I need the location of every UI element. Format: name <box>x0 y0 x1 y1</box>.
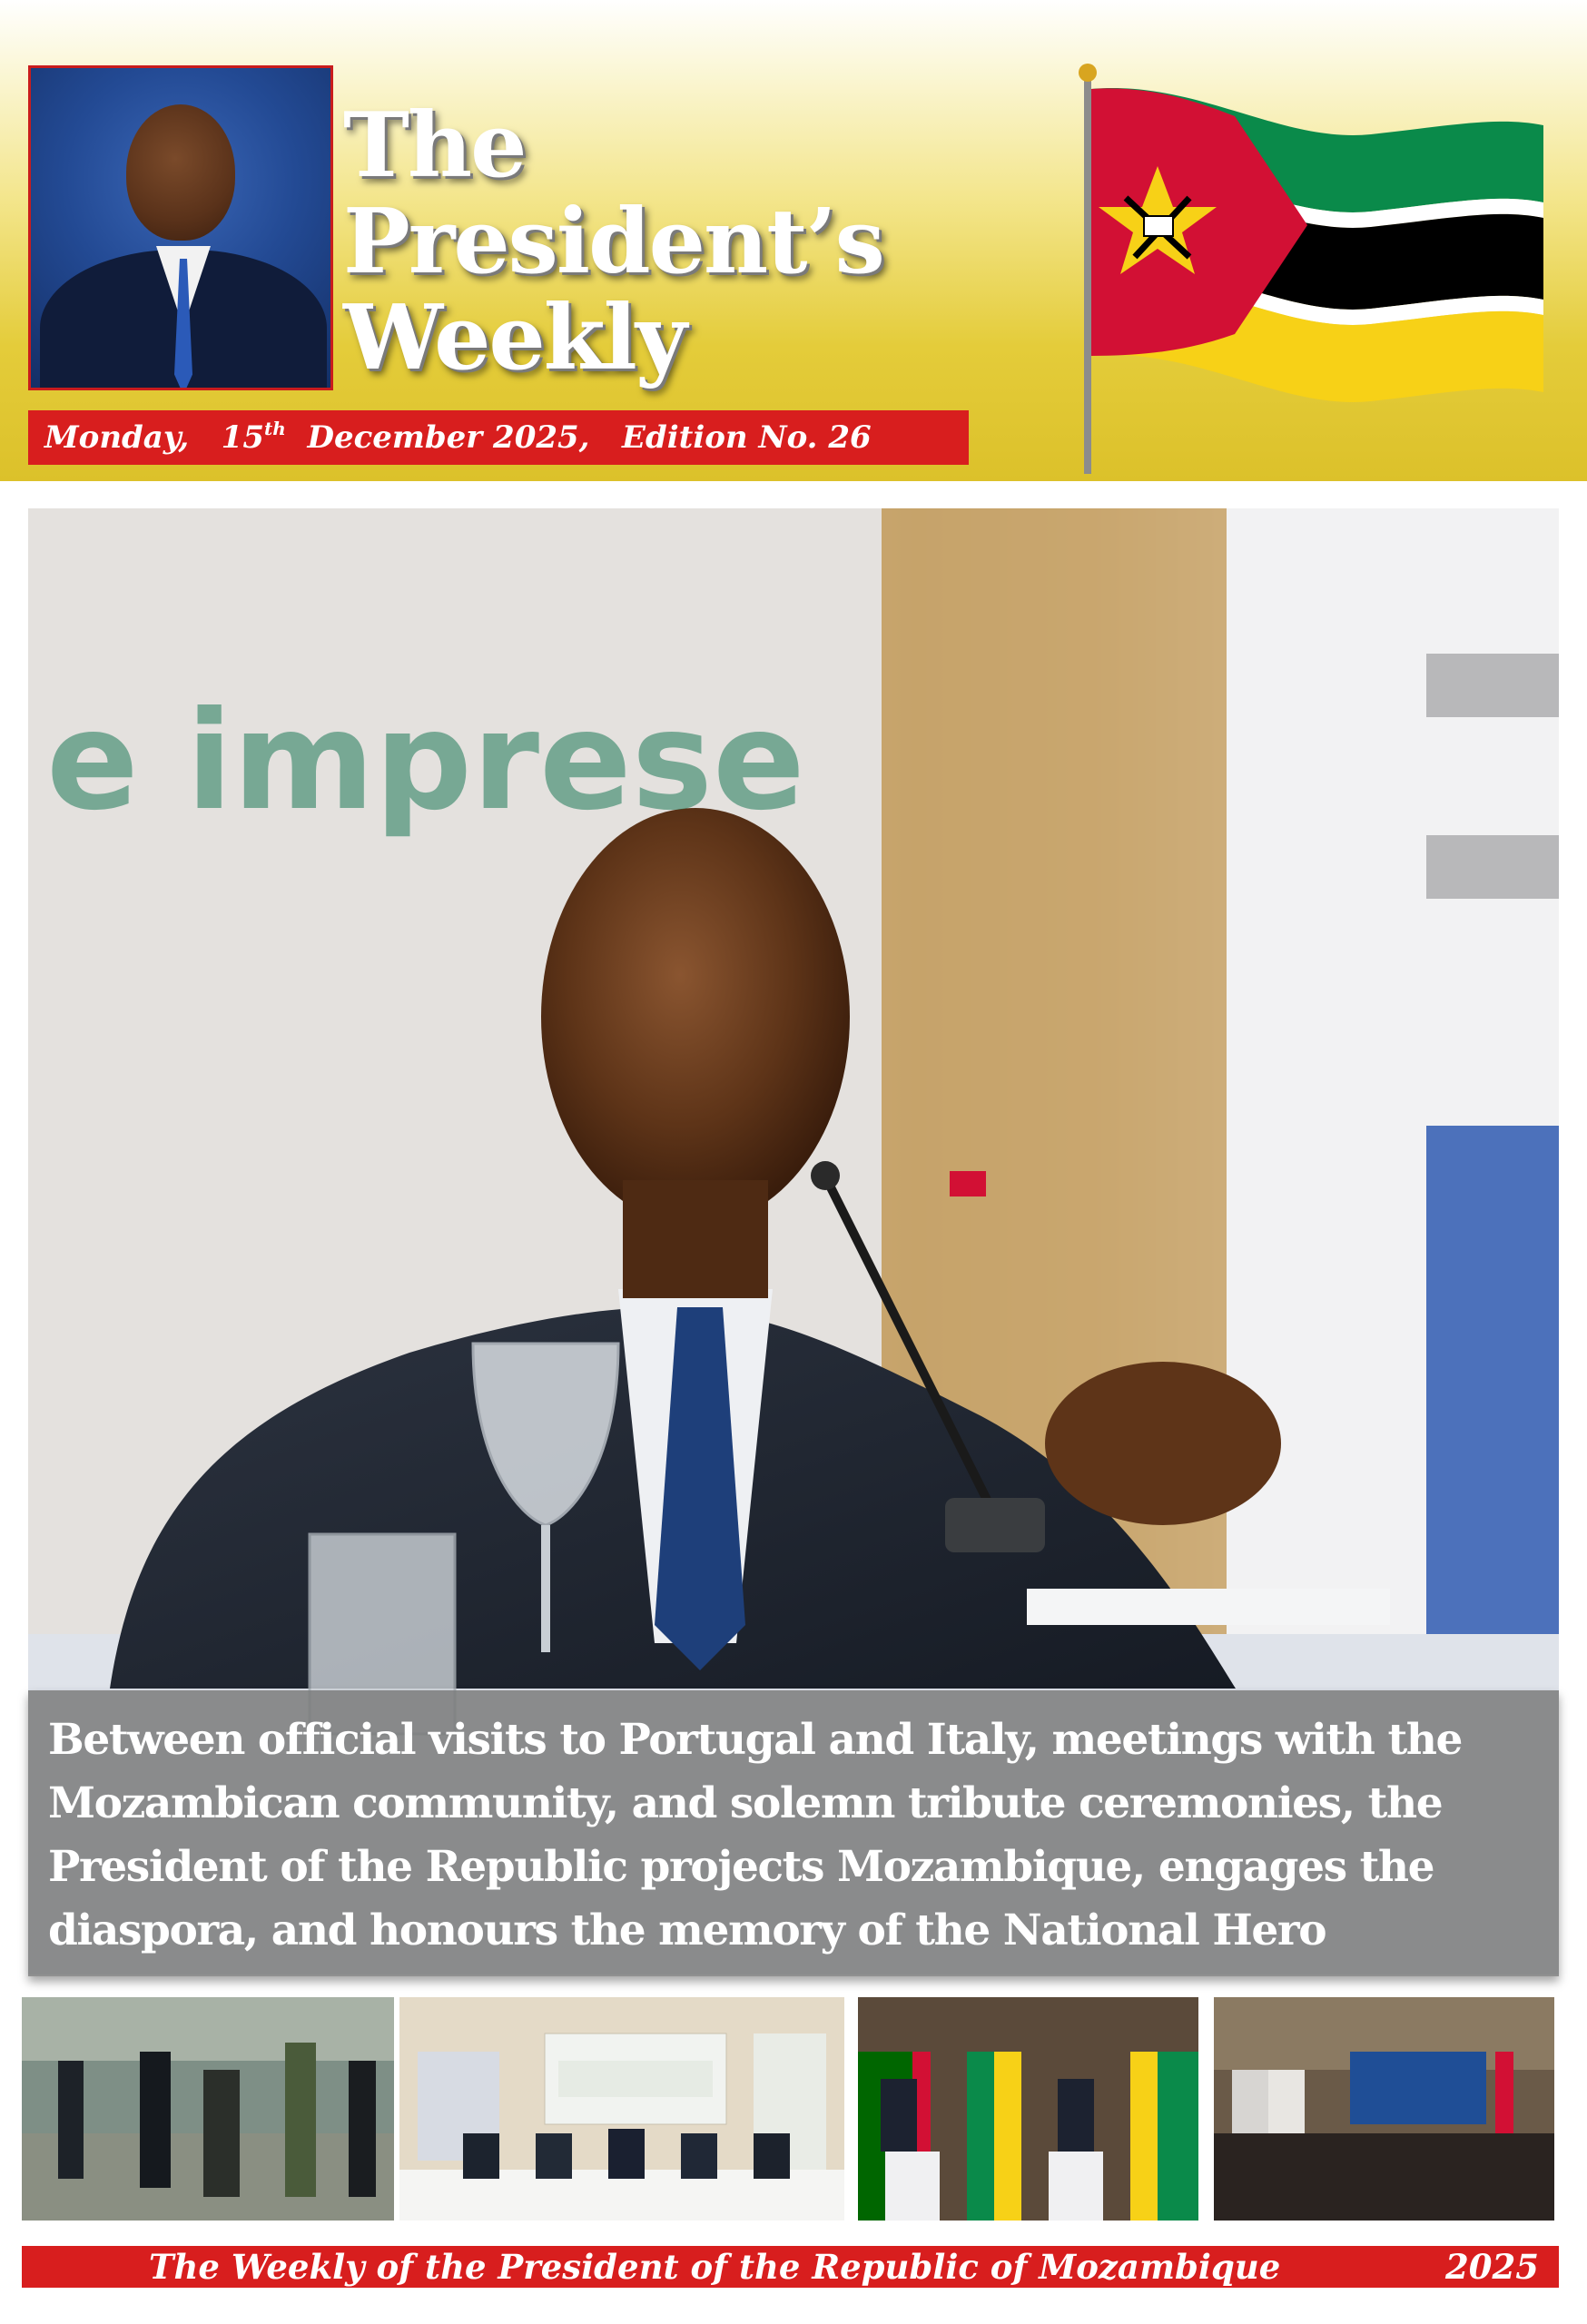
date-rest: December 2025, Edition No. 26 <box>285 419 872 456</box>
president-portrait <box>28 65 333 390</box>
speaker-hand <box>1045 1362 1281 1525</box>
thumbnail-business-breakfast <box>399 1997 844 2221</box>
flag-pole-finial <box>1079 64 1097 82</box>
thumbnail-diaspora-meeting <box>1214 1997 1554 2221</box>
edition-date-bar <box>28 410 969 465</box>
rollup-band-1 <box>1426 654 1559 717</box>
thumbnail-1-scene <box>22 1997 394 2221</box>
main-story-caption-box <box>28 1690 1559 1976</box>
thumbnail-4-scene <box>1214 1997 1554 2221</box>
flag-graphic <box>1071 62 1562 479</box>
thumbnail-2-scene <box>399 1997 844 2221</box>
footer-bar <box>22 2246 1559 2288</box>
title-line-2: Weekly <box>343 286 685 390</box>
publication-title <box>343 94 1033 390</box>
wine-glass-stem <box>541 1525 550 1652</box>
mozambique-flag <box>1071 62 1562 479</box>
date-prefix: Monday, 15 <box>44 419 265 456</box>
papers <box>1027 1589 1390 1625</box>
date-ordinal-suffix: th <box>264 418 286 439</box>
footer-tagline: The Weekly of the President of the Republic of Mozambique <box>149 2247 1281 2287</box>
speaker-head <box>541 808 850 1226</box>
thumbnail-tribute-ceremony <box>22 1997 394 2221</box>
masthead <box>0 0 1587 481</box>
flag-pole <box>1084 74 1091 474</box>
microphone-base <box>945 1498 1045 1552</box>
flag-emblem-book <box>1144 216 1173 236</box>
thumbnail-joint-press-podium <box>858 1997 1198 2221</box>
backdrop-banner-text: e imprese <box>46 683 805 841</box>
title-line-1: The President’s <box>343 94 883 294</box>
rollup-band-2 <box>1426 835 1559 899</box>
footer-year: 2025 <box>1445 2247 1539 2287</box>
microphone-head <box>811 1161 840 1190</box>
lapel-pin <box>950 1171 986 1196</box>
main-story-caption: Between official visits to Portugal and Italy, meetings with the Mozambican community, and solemn tribute ceremonies, the President of the Republic projects Mozambique, engages the diaspora, and honours the memory of the National Hero <box>48 1715 1463 1955</box>
speaker-neck <box>623 1180 768 1298</box>
portrait-head <box>126 104 235 241</box>
thumbnail-3-scene <box>858 1997 1198 2221</box>
